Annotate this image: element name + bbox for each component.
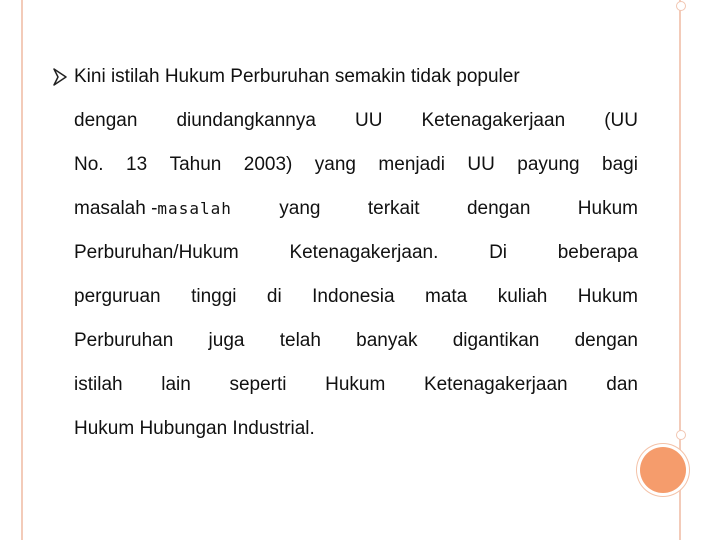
middle-ring-ornament <box>676 430 686 440</box>
text-line-8 <box>74 367 638 411</box>
word: Hukum <box>325 374 386 395</box>
word: perguruan <box>74 286 161 307</box>
word: beberapa <box>557 242 638 263</box>
word: terkait <box>367 198 420 219</box>
word: mata <box>425 286 468 307</box>
word: di <box>266 286 282 307</box>
word: dengan <box>74 110 138 131</box>
word: Di <box>489 242 508 263</box>
word-masalah-masalah <box>74 191 232 235</box>
word: UU <box>467 154 495 175</box>
word: dan <box>606 374 638 395</box>
word: menjadi <box>378 154 445 175</box>
arrow-bullet-icon <box>52 68 68 86</box>
word: 2003) <box>243 154 293 175</box>
word: banyak <box>356 330 418 351</box>
word: bagi <box>602 154 638 175</box>
text-line-3 <box>74 147 638 191</box>
word: lain <box>161 374 191 395</box>
left-frame-line <box>21 0 23 540</box>
word: istilah <box>74 374 123 395</box>
word: Ketenagakerjaan. <box>289 242 439 263</box>
word: No. <box>74 154 104 175</box>
word: Perburuhan <box>74 330 174 351</box>
word: UU <box>354 110 383 131</box>
text-line-1 <box>74 59 638 103</box>
word: diundangkannya <box>176 110 316 131</box>
word: Tahun <box>169 154 222 175</box>
word: yang <box>279 198 321 219</box>
word: Indonesia <box>312 286 395 307</box>
word: Hukum <box>577 198 638 219</box>
text-line-4 <box>74 191 638 235</box>
word: telah <box>279 330 321 351</box>
word: dengan <box>574 330 638 351</box>
word: tinggi <box>191 286 237 307</box>
word: Ketenagakerjaan <box>421 110 566 131</box>
word: payung <box>517 154 580 175</box>
word: Perburuhan/Hukum <box>74 242 239 263</box>
text-line-7 <box>74 323 638 367</box>
text-line-9 <box>74 411 638 455</box>
word: 13 <box>126 154 148 175</box>
text-line-6 <box>74 279 638 323</box>
text-line-2 <box>74 103 638 147</box>
word: digantikan <box>452 330 540 351</box>
word: seperti <box>229 374 287 395</box>
word: Ketenagakerjaan <box>423 374 568 395</box>
word-masalah-mono: masalah <box>157 199 232 218</box>
word: Hukum <box>577 286 638 307</box>
word: dengan <box>466 198 531 219</box>
word: juga <box>208 330 245 351</box>
word: kuliah <box>497 286 548 307</box>
line-1-text: Kini istilah Hukum Perburuhan semakin tidak populer <box>74 66 520 87</box>
word: (UU <box>604 110 638 131</box>
bullet-paragraph <box>74 59 638 455</box>
orange-circle-ornament <box>640 447 686 493</box>
line-9-text: Hukum Hubungan Industrial. <box>74 418 315 439</box>
word: yang <box>314 154 356 175</box>
word-masalah-prefix: masalah - <box>74 198 158 219</box>
top-ring-ornament <box>676 1 686 11</box>
text-line-5 <box>74 235 638 279</box>
